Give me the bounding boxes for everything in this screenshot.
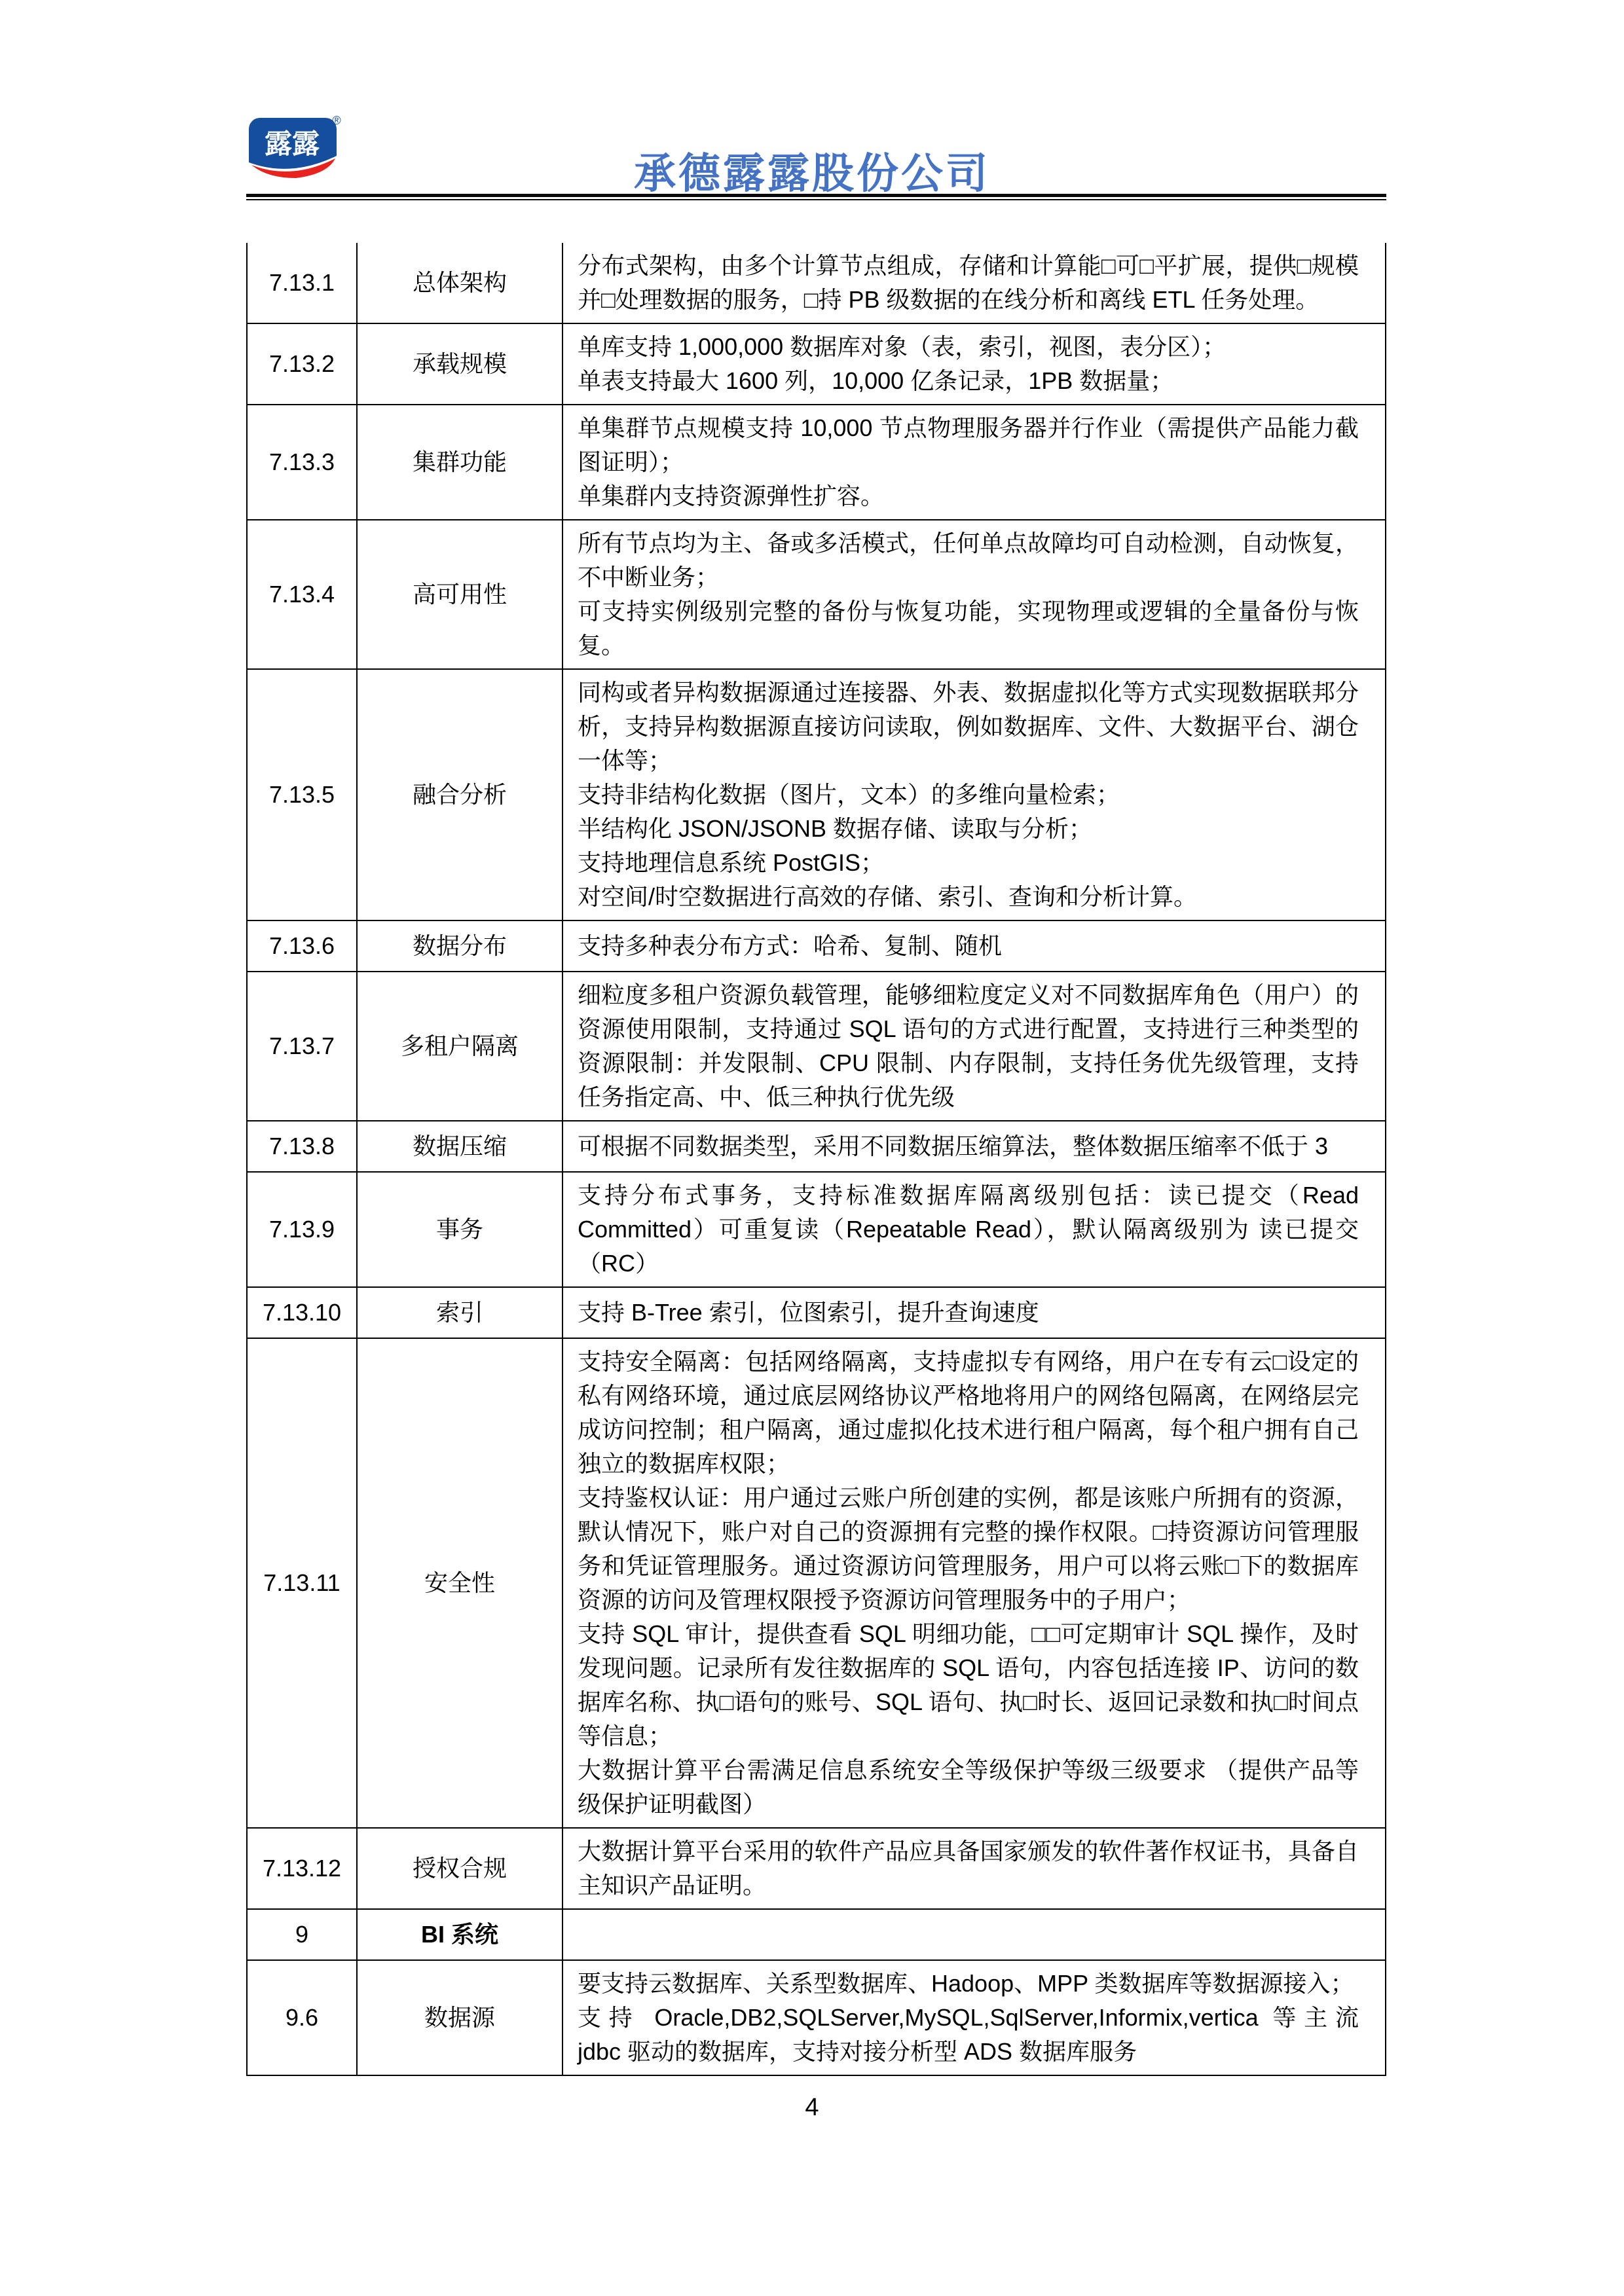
row-number: 7.13.9	[247, 1172, 357, 1287]
row-name: 高可用性	[357, 520, 563, 669]
row-name: 多租户隔离	[357, 972, 563, 1121]
company-title: 承德露露股份公司	[634, 150, 990, 197]
row-number: 9.6	[247, 1960, 357, 2075]
row-description: 支持分布式事务，支持标准数据库隔离级别包括：读已提交（Read Committed）可重复读（Repeatable Read），默认隔离级别为 读已提交（RC）	[563, 1172, 1386, 1287]
row-description: 大数据计算平台采用的软件产品应具备国家颁发的软件著作权证书，具备自主知识产品证明。	[563, 1828, 1386, 1909]
row-number: 7.13.4	[247, 520, 357, 669]
page-number: 4	[805, 2094, 819, 2121]
row-description: 同构或者异构数据源通过连接器、外表、数据虚拟化等方式实现数据联邦分析，支持异构数据源直接访问读取，例如数据库、文件、大数据平台、湖仓一体等； 支持非结构化数据（图片，文本）的多维向量检索； 半结构化 JSON/JSONB 数据存储、读取与分析； 支持地理信息系统 PostGIS； 对空间/时空数据进行高效的存储、索引、查询和分析计算。	[563, 669, 1386, 920]
table-row	[247, 323, 1386, 405]
row-name: 数据源	[357, 1960, 563, 2075]
row-description: 可根据不同数据类型，采用不同数据压缩算法，整体数据压缩率不低于 3	[563, 1121, 1386, 1172]
row-description: 单库支持 1,000,000 数据库对象（表，索引，视图，表分区）； 单表支持最大 1600 列，10,000 亿条记录，1PB 数据量；	[563, 323, 1386, 405]
row-description: 要支持云数据库、关系型数据库、Hadoop、MPP 类数据库等数据源接入； 支持 Oracle,DB2,SQLServer,MySQL,SqlServer,Informix,vertica 等主流 jdbc 驱动的数据库，支持对接分析型 ADS 数据库服务	[563, 1960, 1386, 2075]
table-row	[247, 520, 1386, 669]
row-name: 承载规模	[357, 323, 563, 405]
row-name: 索引	[357, 1287, 563, 1338]
row-name: 融合分析	[357, 669, 563, 920]
logo-registered-mark: ®	[332, 114, 341, 127]
row-description: 所有节点均为主、备或多活模式，任何单点故障均可自动检测，自动恢复，不中断业务； 可支持实例级别完整的备份与恢复功能，实现物理或逻辑的全量备份与恢复。	[563, 520, 1386, 669]
table-row	[247, 1338, 1386, 1828]
row-number: 7.13.5	[247, 669, 357, 920]
row-name: 总体架构	[357, 243, 563, 323]
row-description: 细粒度多租户资源负载管理，能够细粒度定义对不同数据库角色（用户）的资源使用限制，支持通过 SQL 语句的方式进行配置，支持进行三种类型的资源限制：并发限制、CPU 限制、内存限制，支持任务优先级管理，支持任务指定高、中、低三种执行优先级	[563, 972, 1386, 1121]
row-name: 集群功能	[357, 405, 563, 520]
table-row	[247, 1287, 1386, 1338]
row-name: 授权合规	[357, 1828, 563, 1909]
row-name: BI 系统	[357, 1909, 563, 1960]
table-row	[247, 243, 1386, 323]
header-divider	[246, 194, 1386, 200]
row-name: 数据压缩	[357, 1121, 563, 1172]
page-footer	[0, 2094, 1624, 2122]
row-name: 安全性	[357, 1338, 563, 1828]
row-number: 9	[247, 1909, 357, 1960]
table-row	[247, 972, 1386, 1121]
row-description: 支持 B-Tree 索引，位图索引，提升查询速度	[563, 1287, 1386, 1338]
row-number: 7.13.6	[247, 920, 357, 972]
row-description: 单集群节点规模支持 10,000 节点物理服务器并行作业（需提供产品能力截图证明）； 单集群内支持资源弹性扩容。	[563, 405, 1386, 520]
table-row	[247, 1960, 1386, 2075]
table-row	[247, 1172, 1386, 1287]
row-name: 数据分布	[357, 920, 563, 972]
table-row	[247, 1828, 1386, 1909]
row-number: 7.13.11	[247, 1338, 357, 1828]
row-number: 7.13.12	[247, 1828, 357, 1909]
row-number: 7.13.3	[247, 405, 357, 520]
table-row	[247, 1909, 1386, 1960]
requirements-table-body	[247, 243, 1386, 2075]
table-row	[247, 405, 1386, 520]
row-description: 分布式架构，由多个计算节点组成，存储和计算能□可□平扩展，提供□规模并□处理数据的服务，□持 PB 级数据的在线分析和离线 ETL 任务处理。	[563, 243, 1386, 323]
row-number: 7.13.1	[247, 243, 357, 323]
row-name: 事务	[357, 1172, 563, 1287]
row-number: 7.13.8	[247, 1121, 357, 1172]
table-row	[247, 920, 1386, 972]
logo-characters: 露露	[264, 128, 320, 159]
table-row	[247, 669, 1386, 920]
row-number: 7.13.7	[247, 972, 357, 1121]
table-row	[247, 1121, 1386, 1172]
row-number: 7.13.10	[247, 1287, 357, 1338]
row-description: 支持安全隔离：包括网络隔离，支持虚拟专有网络，用户在专有云□设定的私有网络环境，通过底层网络协议严格地将用户的网络包隔离，在网络层完成访问控制；租户隔离，通过虚拟化技术进行租户隔离，每个租户拥有自己独立的数据库权限； 支持鉴权认证：用户通过云账户所创建的实例，都是该账户所拥有的资源，默认情况下，账户对自己的资源拥有完整的操作权限。□持资源访问管理服务和凭证管理服务。通过资源访问管理服务，用户可以将云账□下的数据库资源的访问及管理权限授予资源访问管理服务中的子用户； 支持 SQL 审计，提供查看 SQL 明细功能，□□可定期审计 SQL 操作，及时发现问题。记录所有发往数据库的 SQL 语句，内容包括连接 IP、访问的数据库名称、执□语句的账号、SQL 语句、执□时长、返回记录数和执□时间点等信息； 大数据计算平台需满足信息系统安全等级保护等级三级要求 （提供产品等级保护证明截图）	[563, 1338, 1386, 1828]
row-description: 支持多种表分布方式：哈希、复制、随机	[563, 920, 1386, 972]
row-number: 7.13.2	[247, 323, 357, 405]
row-description	[563, 1909, 1386, 1960]
requirements-table	[246, 243, 1386, 2076]
